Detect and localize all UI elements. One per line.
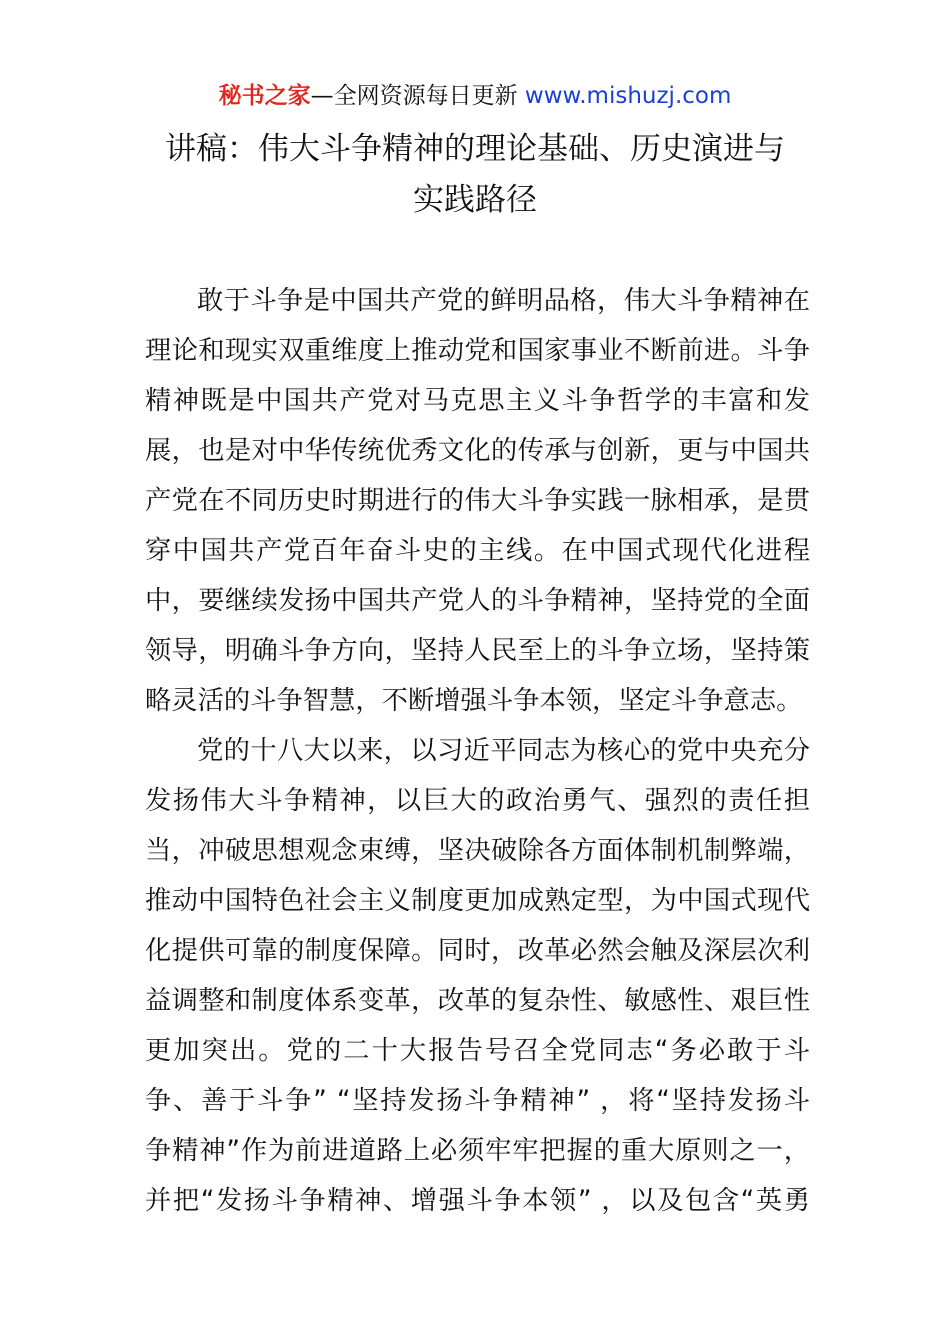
body-line: 理论和现实双重维度上推动党和国家事业不断前进。斗争 [145, 336, 810, 366]
body-line: 益调整和制度体系变革，改革的复杂性、敏感性、艰巨性 [145, 986, 810, 1016]
document-body [145, 276, 810, 1226]
body-line: 推动中国特色社会主义制度更加成熟定型，为中国式现代 [145, 886, 810, 916]
body-line: 领导，明确斗争方向，坚持人民至上的斗争立场，坚持策 [145, 636, 810, 666]
site-header [0, 80, 950, 112]
body-line: 发扬伟大斗争精神，以巨大的政治勇气、强烈的责任担 [145, 786, 810, 816]
document-title [120, 124, 830, 226]
body-line: 精神既是中国共产党对马克思主义斗争哲学的丰富和发 [145, 386, 810, 416]
body-line: 敢于斗争是中国共产党的鲜明品格，伟大斗争精神在 [197, 286, 810, 316]
body-line: 略灵活的斗争智慧，不断增强斗争本领，坚定斗争意志。 [145, 686, 803, 716]
site-url-link[interactable]: www.mishuzj.com [524, 83, 732, 109]
body-line: 当，冲破思想观念束缚，坚决破除各方面体制机制弊端， [145, 836, 810, 866]
body-line: 化提供可靠的制度保障。同时，改革必然会触及深层次利 [145, 936, 810, 966]
site-brand: 秘书之家 [218, 83, 311, 109]
site-slogan: —全网资源每日更新 [310, 83, 518, 109]
body-line: 展，也是对中华传统优秀文化的传承与创新，更与中国共 [145, 436, 810, 466]
body-line: 中，要继续发扬中国共产党人的斗争精神，坚持党的全面 [145, 586, 810, 616]
title-line: 讲稿：伟大斗争精神的理论基础、历史演进与 [165, 131, 785, 167]
body-line: 穿中国共产党百年奋斗史的主线。在中国式现代化进程 [145, 536, 810, 566]
body-line: 更加突出。党的二十大报告号召全党同志“务必敢于斗 [145, 1036, 810, 1066]
title-line: 实践路径 [413, 182, 537, 218]
body-line: 产党在不同历史时期进行的伟大斗争实践一脉相承，是贯 [145, 486, 810, 516]
body-line: 争精神”作为前进道路上必须牢牢把握的重大原则之一， [145, 1136, 810, 1166]
body-line: 争、善于斗争” “坚持发扬斗争精神” ，将“坚持发扬斗 [145, 1086, 810, 1116]
body-line: 党的十八大以来，以习近平同志为核心的党中央充分 [197, 736, 810, 766]
body-line: 并把“发扬斗争精神、增强斗争本领” ，以及包含“英勇 [145, 1186, 810, 1216]
